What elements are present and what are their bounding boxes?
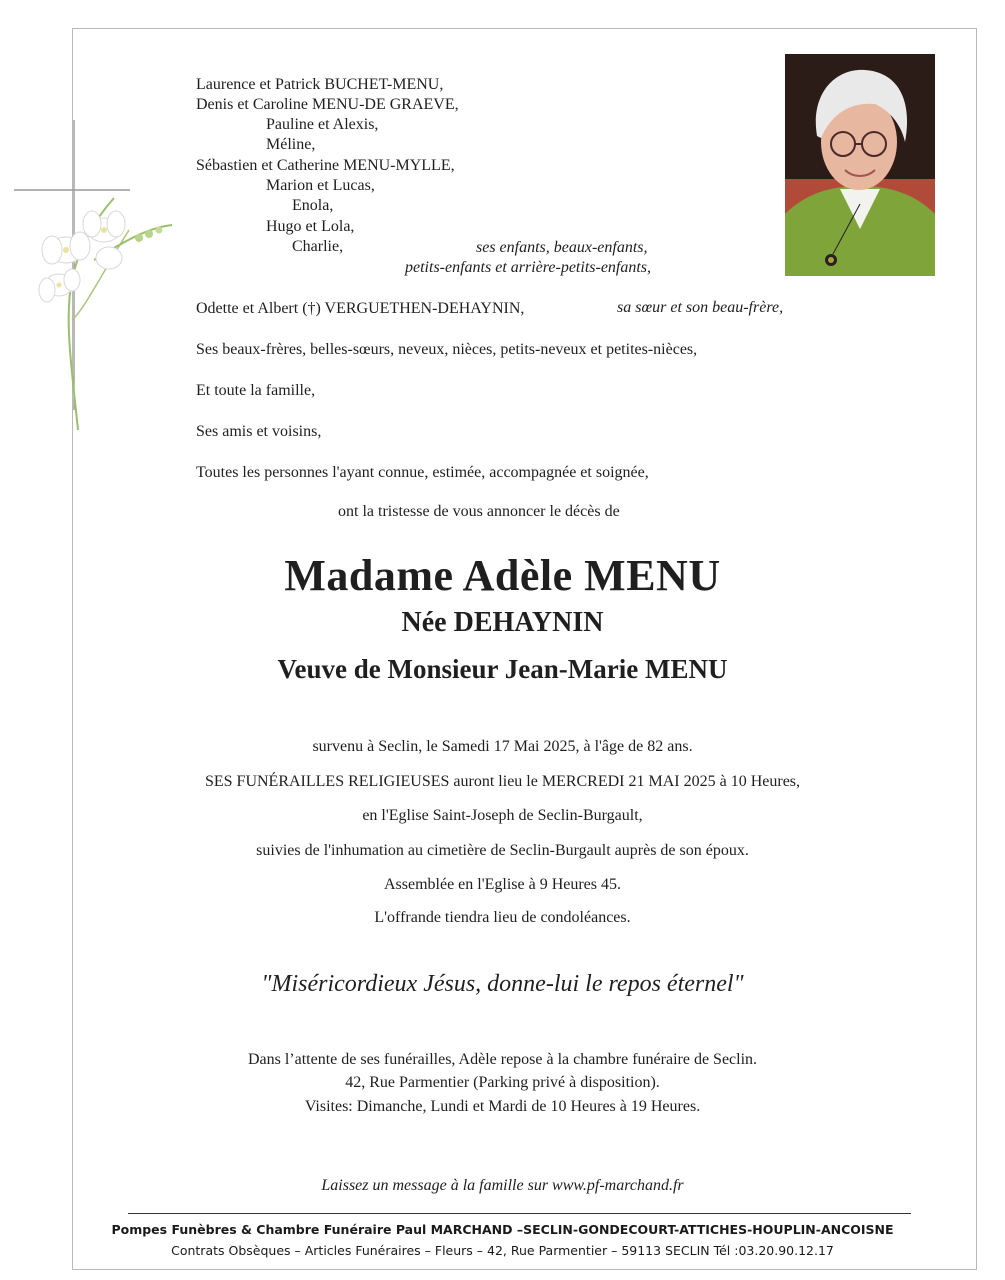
- prayer-quote: "Miséricordieux Jésus, donne-lui le repos éternel": [261, 971, 744, 997]
- message-link-line: Laissez un message à la famille sur www.pf-marchand.fr: [321, 1177, 684, 1194]
- footer-contact: Contrats Obsèques – Articles Funéraires – Fleurs – 42, Rue Parmentier – 59113 SECLIN Tél :03.20.90.12.17: [171, 1243, 834, 1258]
- sibling-line: Odette et Albert (†) VERGUETHEN-DEHAYNIN,: [196, 300, 525, 317]
- friends-line: Ses amis et voisins,: [196, 423, 322, 440]
- sibling-role: sa sœur et son beau-frère,: [617, 299, 784, 316]
- family-line: Pauline et Alexis,: [266, 116, 379, 133]
- assembly-detail: Assemblée en l'Eglise à 9 Heures 45.: [383, 876, 622, 893]
- all-people-line: Toutes les personnes l'ayant connue, estimée, accompagnée et soignée,: [196, 464, 649, 481]
- family-whole-line: Et toute la famille,: [196, 382, 316, 399]
- church-detail: en l'Eglise Saint-Joseph de Seclin-Burgault,: [362, 807, 643, 824]
- deceased-name: Madame Adèle MENU: [284, 551, 721, 600]
- announcement-line: ont la tristesse de vous annoncer le décès de: [338, 503, 620, 520]
- family-line: Méline,: [266, 136, 316, 153]
- family-role: petits-enfants et arrière-petits-enfants,: [405, 259, 652, 276]
- visitation-line: Dans l’attente de ses funérailles, Adèle repose à la chambre funéraire de Seclin.: [247, 1051, 758, 1068]
- death-detail: survenu à Seclin, le Samedi 17 Mai 2025, à l'âge de 82 ans.: [312, 738, 693, 755]
- burial-detail: suivies de l'inhumation au cimetière de Seclin-Burgault auprès de son époux.: [256, 842, 749, 859]
- footer-company: Pompes Funèbres & Chambre Funéraire Paul MARCHAND –SECLIN-GONDECOURT-ATTICHES-HOUPLIN-ANCOISNE: [111, 1222, 894, 1237]
- family-line: Denis et Caroline MENU-DE GRAEVE,: [196, 96, 459, 113]
- family-line: Enola,: [292, 197, 334, 214]
- family-line: Laurence et Patrick BUCHET-MENU,: [196, 76, 444, 93]
- footer-divider: [128, 1213, 911, 1214]
- maiden-name: Née DEHAYNIN: [401, 607, 604, 638]
- cross-with-orchid-icon: [14, 120, 179, 440]
- family-line: Charlie,: [292, 238, 344, 255]
- widow-line: Veuve de Monsieur Jean-Marie MENU: [277, 654, 728, 684]
- in-laws-line: Ses beaux-frères, belles-sœurs, neveux, nièces, petits-neveux et petites-nièces,: [196, 341, 698, 358]
- portrait-photo: [785, 54, 935, 276]
- offering-detail: L'offrande tiendra lieu de condoléances.: [374, 909, 631, 926]
- family-line: Hugo et Lola,: [266, 218, 355, 235]
- family-role: ses enfants, beaux-enfants,: [476, 239, 648, 256]
- family-line: Sébastien et Catherine MENU-MYLLE,: [196, 157, 455, 174]
- funeral-detail: SES FUNÉRAILLES RELIGIEUSES auront lieu le MERCREDI 21 MAI 2025 à 10 Heures,: [204, 773, 801, 790]
- family-line: Marion et Lucas,: [266, 177, 375, 194]
- visitation-line: Visites: Dimanche, Lundi et Mardi de 10 Heures à 19 Heures.: [304, 1098, 701, 1115]
- visitation-line: 42, Rue Parmentier (Parking privé à disposition).: [345, 1074, 660, 1091]
